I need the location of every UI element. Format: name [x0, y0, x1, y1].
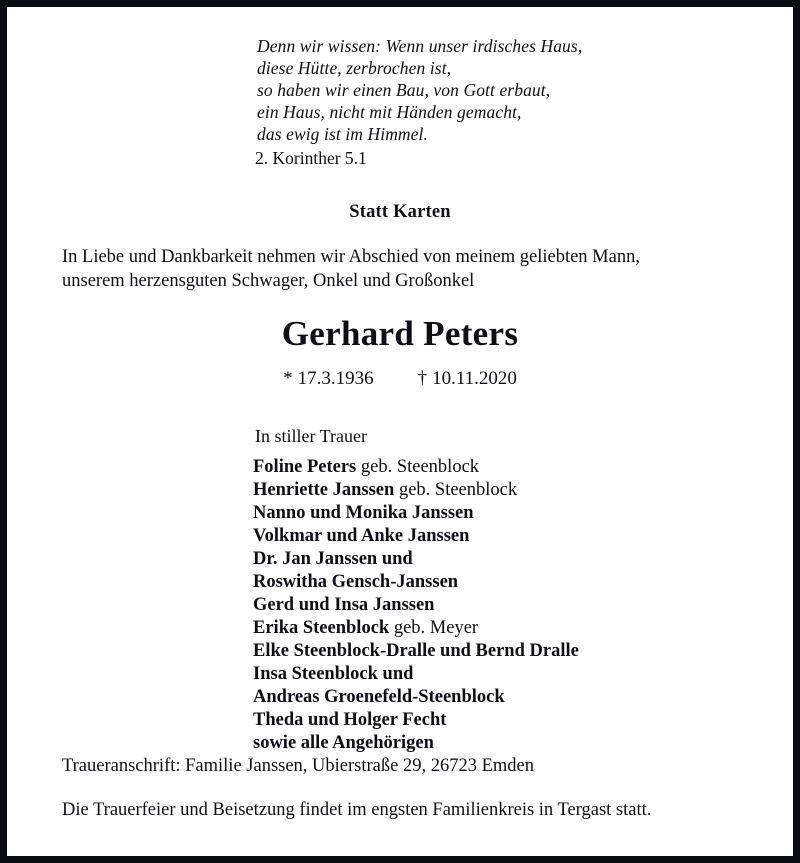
mourner-entry	[253, 709, 673, 732]
quote-line-4: ein Haus, nicht mit Händen gemacht,	[257, 102, 522, 122]
deceased-dates-row	[8, 367, 792, 391]
mourner-entry	[253, 456, 673, 479]
mourner-entry	[253, 640, 673, 663]
mourner-entry	[253, 663, 673, 686]
mourner-name: Gerd und Insa Janssen	[253, 595, 435, 615]
quote-line-5: das ewig ist im Himmel.	[257, 124, 428, 144]
death-date-group	[418, 368, 517, 389]
mourner-entry	[253, 617, 673, 640]
mourners-block	[253, 425, 673, 755]
mourner-entry	[253, 594, 673, 617]
mourner-name: Dr. Jan Janssen und	[253, 549, 413, 569]
birth-date-group	[283, 368, 374, 389]
death-date: 10.11.2020	[432, 368, 517, 389]
mourner-entry	[253, 548, 673, 571]
mourner-name: Foline Peters	[253, 457, 357, 477]
birth-star-icon: *	[283, 368, 293, 389]
statt-karten-heading: Statt Karten	[349, 202, 451, 222]
intro-line-1: In Liebe und Dankbarkeit nehmen wir Abschied von meinem geliebten Mann,	[62, 247, 640, 267]
mourner-name: Insa Steenblock und	[253, 664, 414, 684]
mourner-name: Nanno und Monika Janssen	[253, 503, 474, 523]
mourner-name: Theda und Holger Fecht	[253, 710, 447, 730]
mourner-entry	[253, 525, 673, 548]
mourner-name: Elke Steenblock-Dralle und Bernd Dralle	[253, 641, 579, 661]
mourner-maiden-name: geb. Steenblock	[356, 457, 480, 477]
mourning-address: Traueranschrift: Familie Janssen, Ubierstraße 29, 26723 Emden	[62, 756, 534, 776]
mourner-name: Erika Steenblock	[253, 618, 390, 638]
quote-line-2: diese Hütte, zerbrochen ist,	[257, 58, 452, 78]
mourner-entry	[253, 479, 673, 502]
quote-line-3: so haben wir einen Bau, von Gott erbaut,	[257, 80, 551, 100]
quote-source-citation: 2. Korinther 5.1	[255, 148, 367, 168]
mourner-maiden-name: geb. Meyer	[389, 618, 479, 638]
intro-paragraph	[62, 245, 712, 293]
quote-line-1: Denn wir wissen: Wenn unser irdisches Haus,	[257, 36, 583, 56]
birth-date: 17.3.1936	[297, 368, 374, 389]
mourner-name: Henriette Janssen	[253, 480, 395, 500]
scripture-quote-block	[257, 35, 687, 169]
intro-line-2: unserem herzensguten Schwager, Onkel und Großonkel	[62, 271, 475, 291]
mourner-name: sowie alle Angehörigen	[253, 733, 434, 753]
deceased-name-block	[8, 314, 792, 354]
mourner-entry	[253, 732, 673, 755]
mourners-list	[253, 456, 673, 755]
mourner-entry	[253, 502, 673, 525]
mourner-entry	[253, 686, 673, 709]
mourner-name: Volkmar und Anke Janssen	[253, 526, 470, 546]
mourners-header: In stiller Trauer	[255, 426, 367, 446]
ceremony-note: Die Trauerfeier und Beisetzung findet im engsten Familienkreis in Tergast statt.	[62, 800, 652, 820]
mourner-entry	[253, 571, 673, 594]
mourner-name: Andreas Groenefeld-Steenblock	[253, 687, 505, 707]
death-cross-icon: †	[417, 368, 428, 389]
obituary-notice-body	[7, 7, 793, 856]
mourner-name: Roswitha Gensch-Janssen	[253, 572, 459, 592]
deceased-name: Gerhard Peters	[281, 314, 519, 353]
mourner-maiden-name: geb. Steenblock	[394, 480, 518, 500]
